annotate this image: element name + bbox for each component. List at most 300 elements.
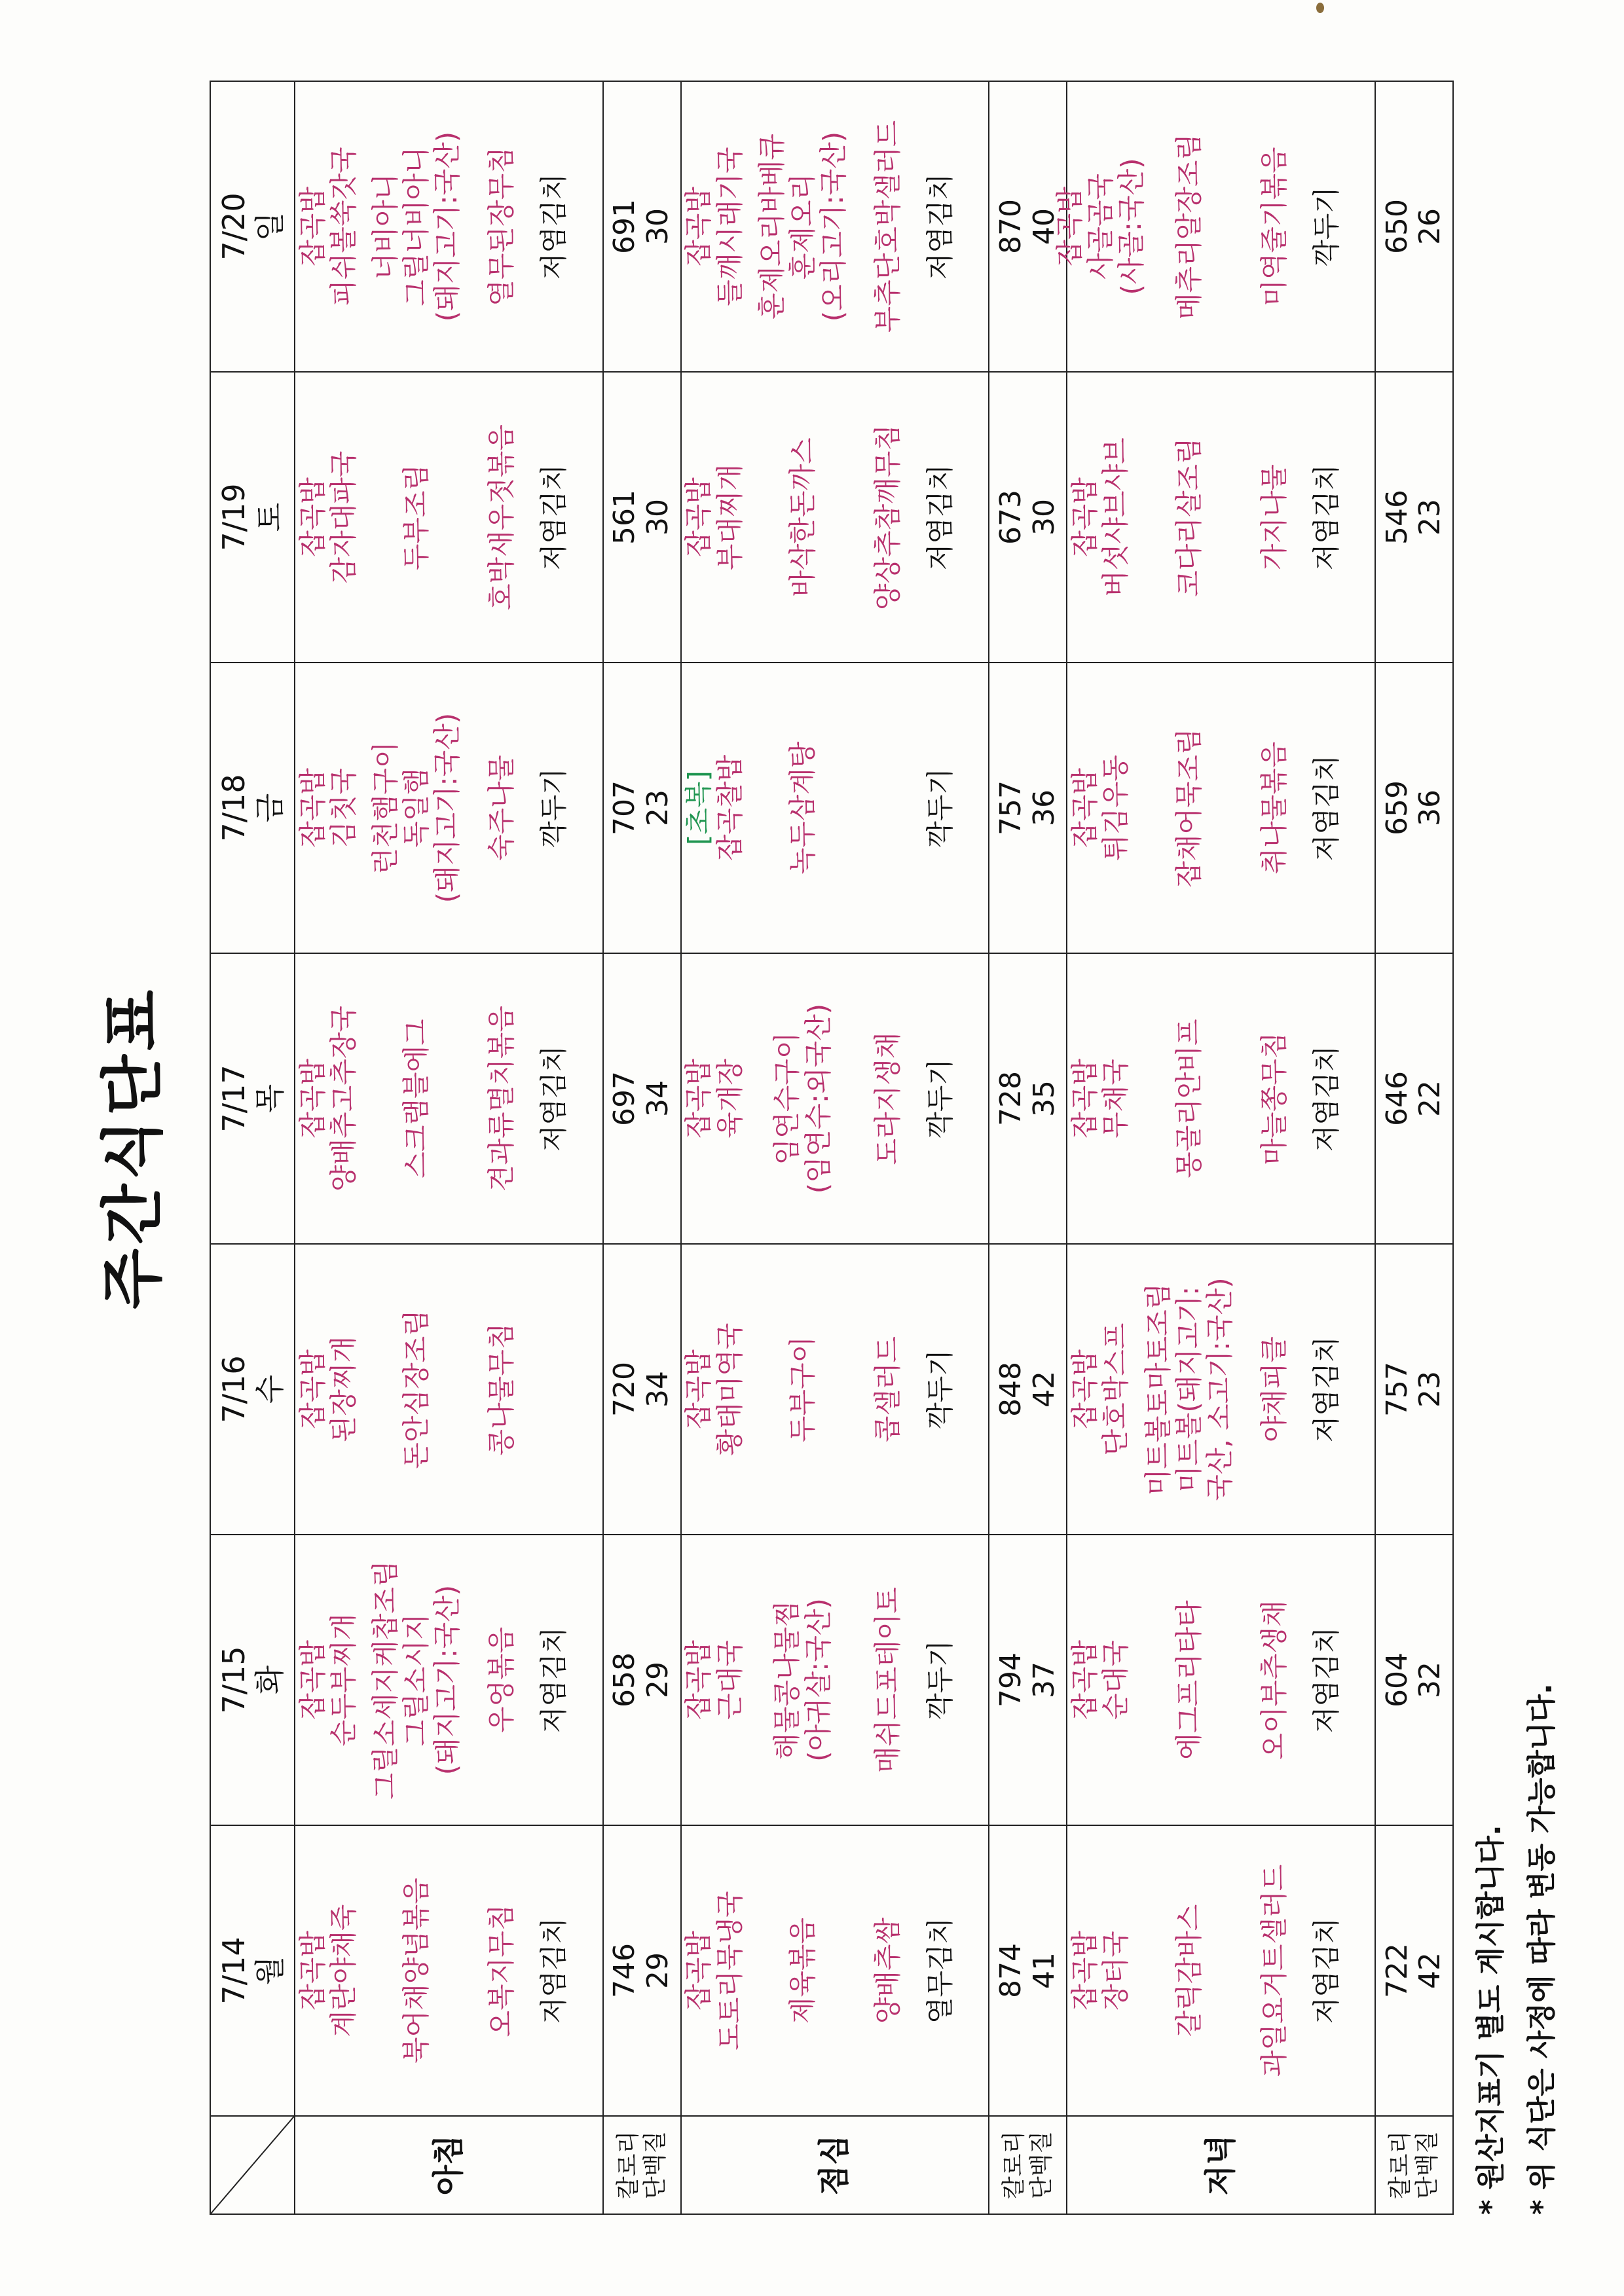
dinner-nutrition-row [1375,81,1453,2214]
main-dishes [295,954,361,1243]
side-dish: 너비아니 [369,173,402,280]
main-dishes [682,373,747,662]
side-dish: 마늘쫑무침 [1257,1032,1290,1165]
kimchi [531,1245,577,1534]
breakfast-nutrition-cell [603,1535,681,1825]
protein-value: 23 [1413,499,1447,536]
rice-dish: 잡곡밥 [296,1931,329,2011]
main-dishes [682,1245,747,1534]
breakfast-menu-cell [295,1825,603,2116]
side-dish: 잡채어묵조림 [1172,728,1205,888]
side-dish: 양상추참깨무침 [871,424,904,611]
lunch-label: 점심 [681,2116,989,2214]
breakfast-label: 아침 [295,2116,603,2214]
main-dishes [1067,373,1133,662]
lunch-menu-cell [681,663,989,953]
main-dishes [295,373,361,662]
side-dish-1 [1133,663,1244,953]
lunch-nutrition-cell [989,1244,1067,1535]
dinner-menu-cell [1067,953,1375,1244]
main-dishes [682,663,747,953]
kimchi [1303,373,1349,662]
menu-list [295,1245,602,1534]
kimchi-dish: 저염김치 [538,464,570,571]
protein-value: 30 [641,208,675,245]
main-dishes [295,82,361,371]
menu-list [295,954,602,1243]
soup-dish: 순대국 [1099,1640,1132,1720]
calorie-value: 691 [608,199,642,254]
menu-list [682,373,989,662]
side-dish-1 [1133,82,1244,371]
side-dish-1 [361,1535,472,1825]
date-label: 7/15 [216,1646,252,1714]
main-dishes [682,1826,747,2115]
dinner-nutrition-cell [1375,372,1453,663]
kimchi-dish: 열무김치 [923,1917,956,2024]
menu-sheet [79,35,1559,2261]
lunch-nutrition-cell [989,1825,1067,2116]
rice-dish: 잡곡밥 [682,1931,715,2011]
calorie-value: 604 [1380,1652,1414,1707]
date-cell [210,663,295,953]
menu-list [1067,1535,1375,1825]
main-dishes [1067,1535,1133,1825]
kimchi [917,82,963,371]
menu-list [1067,1245,1375,1534]
lunch-row [681,81,989,2214]
rice-dish: 잡곡밥 [296,477,329,557]
side-dish-1 [747,1245,858,1534]
side-dish: 견과류멸치볶음 [485,1006,518,1192]
soup-dish: 계란야채죽 [327,1904,360,2037]
dinner-nutrition-cell [1375,1825,1453,2116]
soup-dish: 장터국 [1099,1931,1132,2011]
date-label: 7/20 [216,192,252,261]
dinner-label: 저녁 [1067,2116,1375,2214]
side-dish: 콩나물무침 [485,1322,518,1456]
menu-list [1067,954,1375,1243]
breakfast-menu-cell [295,372,603,663]
protein-value: 30 [641,499,675,536]
soup-dish: 김칫국 [327,768,360,848]
breakfast-menu-cell [295,953,603,1244]
dinner-menu-cell [1067,372,1375,663]
rice-dish: 잡곡밥 [682,1349,715,1429]
kimchi [531,954,577,1243]
soup-dish: 도토리묵냉국 [713,1891,746,2050]
soup-dish: 양배추고추장국 [327,1006,360,1192]
side-dish: 미역줄기볶음 [1257,147,1290,306]
lunch-menu-cell [681,953,989,1244]
kimchi [531,1826,577,2115]
lunch-nutrition-cell [989,663,1067,953]
protein-value: 42 [1027,1371,1061,1408]
nutrition-label: 칼로리 단백질 [603,2116,681,2214]
side-dish: 가지나물 [1257,464,1290,571]
kimchi-dish: 깍두기 [538,768,570,848]
side-dish-2 [858,663,917,953]
kimchi-dish: 저염김치 [1310,1045,1342,1152]
protein-value: 41 [1027,1952,1061,1989]
side-dish: 오이부추생채 [1257,1600,1290,1760]
side-dish: 북어채양념볶음 [400,1878,433,2064]
side-dish-1 [361,82,472,371]
calorie-value: 870 [994,199,1028,254]
date-cell [210,1244,295,1535]
kimchi [917,1826,963,2115]
kimchi [917,1245,963,1534]
kimchi-dish: 저염김치 [1310,1917,1342,2024]
soup-dish: 사골곰국 [1084,173,1116,280]
side-dish: 제육볶음 [786,1917,819,2024]
note-change: * 위 식단은 사정에 따라 변동 가능합니다. [1525,1683,1559,2215]
protein-value: 35 [1027,1080,1061,1117]
side-dish: 임연수구이 [771,1032,803,1165]
weekday-label: 토 [252,502,288,532]
calorie-value: 673 [994,490,1028,545]
side-dish-1 [361,663,472,953]
kimchi [531,373,577,662]
menu-list [1067,663,1375,953]
side-dish: 갈릭감바스 [1172,1904,1205,2037]
soup-dish: 근대국 [713,1640,746,1720]
side-dish-2 [1244,1535,1303,1825]
paper-speck [1316,3,1324,13]
page-title: 주간식단표 [96,986,170,1309]
protein-value: 34 [641,1371,675,1408]
menu-list [682,954,989,1243]
rice-dish: 잡곡밥 [296,187,329,266]
main-dishes [1067,1245,1133,1534]
protein-value: 34 [641,1080,675,1117]
calorie-value: 757 [994,780,1028,835]
side-dish: 훈제오리 [786,173,819,280]
main-dishes [1067,954,1133,1243]
menu-list [1067,1826,1375,2115]
dinner-menu-cell [1067,663,1375,953]
side-dish-1 [361,373,472,662]
side-dish: 과일요거트샐러드 [1257,1864,1290,2077]
rice-dish: 잡곡찰밥 [713,754,746,862]
soup-dish: 튀김우동 [1099,754,1132,862]
side-dish-2 [472,954,531,1243]
kimchi-dish: 저염김치 [1310,754,1342,862]
main-dishes [682,1535,747,1825]
soup-dish: 버섯샤브샤브 [1099,437,1132,597]
protein-value: 30 [1027,499,1061,536]
kimchi-dish: 저염김치 [1310,1336,1342,1443]
side-dish-2 [858,954,917,1243]
day-tag: [초복] [682,771,715,845]
side-dish: 두부조림 [400,464,433,571]
menu-list [295,373,602,662]
dinner-menu-cell [1067,1535,1375,1825]
menu-list [682,1826,989,2115]
side-dish: (돼지고기:국산) [431,712,464,903]
kimchi [1303,1826,1349,2115]
side-dish: 바삭한돈까스 [786,437,819,597]
side-dish: 오복지무침 [485,1904,518,2037]
weekday-label: 화 [252,1665,288,1695]
date-label: 7/16 [216,1355,252,1423]
side-dish: (아귀살:국산) [802,1598,834,1762]
kimchi-dish: 저염김치 [538,1626,570,1734]
calorie-value: 794 [994,1652,1028,1707]
side-dish: 우엉볶음 [485,1626,518,1734]
kimchi [531,82,577,371]
rice-dish: 잡곡밥 [296,1059,329,1139]
protein-value: 29 [641,1952,675,1989]
kimchi-dish: 깍두기 [923,1059,956,1139]
main-dishes [1067,1826,1133,2115]
lunch-menu-cell [681,372,989,663]
side-dish-2 [1244,1826,1303,2115]
kimchi [1303,954,1349,1243]
side-dish: 호박새우젓볶음 [485,424,518,611]
rice-dish: 잡곡밥 [1069,1349,1101,1429]
kimchi [1303,1245,1349,1534]
breakfast-nutrition-cell [603,81,681,372]
side-dish-1 [747,663,858,953]
side-dish-2 [858,1826,917,2115]
side-dish-2 [472,373,531,662]
dinner-row [1067,81,1375,2214]
calorie-value: 720 [608,1362,642,1417]
kimchi-dish: 저염김치 [1310,1626,1342,1734]
soup-dish: 단호박스프 [1099,1322,1132,1456]
kimchi-dish: 저염김치 [1310,464,1342,571]
calorie-value: 650 [1380,199,1414,254]
side-dish: 그릴소세지케찹조림 [369,1560,402,1800]
side-dish-2 [472,82,531,371]
dinner-menu-cell [1067,1244,1375,1535]
weekday-label: 월 [252,1956,288,1986]
protein-value: 23 [641,790,675,826]
breakfast-nutrition-cell [603,663,681,953]
side-dish-1 [1133,1826,1244,2115]
side-dish: (돼지고기:국산) [431,1584,464,1776]
side-dish: 국산, 소고기:국산) [1203,1277,1236,1501]
side-dish: 미트볼(돼지고기: [1172,1286,1205,1493]
rice-dish: 잡곡밥 [682,477,715,557]
side-dish-2 [472,1245,531,1534]
side-dish-1 [1133,1245,1244,1534]
soup-dish: 육개장 [713,1059,746,1139]
protein-value: 32 [1413,1662,1447,1698]
soup-dish: 순두부찌개 [327,1613,360,1747]
main-dishes [1053,82,1147,371]
kimchi-dish: 저염김치 [538,173,570,280]
side-dish-2 [472,663,531,953]
kimchi-dish: 깍두기 [1310,187,1342,266]
kimchi [531,1535,577,1825]
protein-value: 36 [1027,790,1061,826]
kimchi-dish: 저염김치 [923,173,956,280]
breakfast-menu-cell [295,1535,603,1825]
side-dish: 매쉬드포테이토 [871,1587,904,1774]
kimchi [917,954,963,1243]
menu-list [1067,373,1375,662]
kimchi-dish: 깍두기 [923,1349,956,1429]
side-dish-2 [1244,373,1303,662]
menu-list [1053,82,1375,371]
nutrition-label: 칼로리 단백질 [1375,2116,1453,2214]
side-dish: (돼지고기:국산) [431,131,464,322]
side-dish: 독일햄 [400,768,433,848]
side-dish-1 [361,1245,472,1534]
calorie-value: 728 [994,1071,1028,1126]
menu-list [682,663,989,953]
rice-dish: 잡곡밥 [1069,768,1101,848]
main-dishes [1067,663,1133,953]
main-dishes [295,1245,361,1534]
side-dish: 녹두삼계탕 [786,741,819,875]
main-dishes [682,954,747,1243]
side-dish: 코다리살조림 [1172,437,1205,597]
kimchi-dish: 깍두기 [923,1640,956,1720]
calorie-value: 697 [608,1071,642,1126]
lunch-nutrition-cell [989,1535,1067,1825]
kimchi [917,1535,963,1825]
side-dish: 해물콩나물찜 [771,1600,803,1760]
weekday-label: 수 [252,1374,288,1404]
side-dish-2 [1244,663,1303,953]
side-dish: 콥샐러드 [871,1336,904,1443]
menu-list [295,82,602,371]
main-dishes [295,1826,361,2115]
date-cell [210,1535,295,1825]
rice-dish: 잡곡밥 [1069,1931,1101,2011]
side-dish-2 [858,82,917,371]
side-dish: 열무된장무침 [485,147,518,306]
breakfast-menu-cell [295,81,603,372]
side-dish: 미트볼토마토조림 [1141,1283,1174,1496]
calorie-value: 658 [608,1652,642,1707]
dinner-menu-cell [1067,1825,1375,2116]
soup-dish: 들깨시래기국 [713,147,746,306]
date-label: 7/17 [216,1065,252,1133]
header-row [210,81,295,2214]
protein-value: 40 [1027,208,1061,245]
corner-cell [210,2116,295,2214]
note-origin: * 원산지표기 별도 게시합니다. [1474,1825,1507,2215]
soup-origin-note: (사골:국산) [1115,158,1147,295]
date-cell [210,953,295,1244]
side-dish: 두부구이 [786,1336,819,1443]
side-dish-1 [747,82,858,371]
breakfast-nutrition-cell [603,1825,681,2116]
kimchi-dish: 저염김치 [538,1045,570,1152]
protein-value: 29 [641,1662,675,1698]
protein-value: 26 [1413,208,1447,245]
side-dish: 숙주나물 [485,754,518,862]
side-dish-2 [472,1826,531,2115]
side-dish-2 [1244,1245,1303,1534]
menu-list [682,1535,989,1825]
calorie-value: 757 [1380,1362,1414,1417]
dinner-nutrition-cell [1375,81,1453,372]
kimchi [1303,1535,1349,1825]
dinner-nutrition-cell [1375,1244,1453,1535]
lunch-nutrition-cell [989,372,1067,663]
dinner-nutrition-cell [1375,1535,1453,1825]
side-dish: 스크램블에그 [400,1019,433,1178]
side-dish-2 [1244,954,1303,1243]
date-cell [210,1825,295,2116]
calorie-value: 746 [608,1943,642,1998]
rice-dish: 잡곡밥 [1069,477,1101,557]
soup-dish: 된장찌개 [327,1336,360,1443]
kimchi-dish: 저염김치 [923,464,956,571]
rice-dish: 잡곡밥 [296,1349,329,1429]
side-dish: 몽골리안비프 [1172,1019,1205,1178]
rice-dish: 잡곡밥 [296,768,329,848]
side-dish: 메추리알장조림 [1172,134,1205,320]
side-dish: 런천햄구이 [369,741,402,875]
kimchi [1303,82,1349,371]
breakfast-nutrition-row [603,81,681,2214]
weekday-label: 일 [252,211,288,242]
calorie-value: 546 [1380,490,1414,545]
side-dish-1 [1133,954,1244,1243]
breakfast-nutrition-cell [603,372,681,663]
menu-list [295,1826,602,2115]
rice-dish: 잡곡밥 [1053,187,1086,266]
side-dish: 야채피클 [1257,1336,1290,1443]
date-label: 7/14 [216,1937,252,2005]
kimchi-dish: 깍두기 [923,768,956,848]
weekday-label: 금 [252,793,288,823]
side-dish: 그릴소시지 [400,1613,433,1747]
lunch-menu-cell [681,1825,989,2116]
rice-dish: 잡곡밥 [682,1640,715,1720]
notes [1467,81,1569,2215]
side-dish-1 [361,954,472,1243]
dinner-nutrition-cell [1375,953,1453,1244]
side-dish-2 [858,373,917,662]
side-dish: 에그프리타타 [1172,1600,1205,1760]
calorie-value: 848 [994,1362,1028,1417]
side-dish: 도라지생채 [871,1032,904,1165]
calorie-value: 561 [608,490,642,545]
menu-list [295,1535,602,1825]
date-label: 7/18 [216,774,252,842]
calorie-value: 646 [1380,1071,1414,1126]
rice-dish: 잡곡밥 [1069,1059,1101,1139]
dinner-menu-cell [1053,81,1375,372]
nutrition-label: 칼로리 단백질 [989,2116,1067,2214]
menu-list [295,663,602,953]
soup-dish: 피쉬볼쑥갓국 [327,147,360,306]
side-dish: 그릴너비아니 [400,147,433,306]
dinner-nutrition-cell [1375,663,1453,953]
protein-value: 37 [1027,1662,1061,1698]
protein-value: 22 [1413,1080,1447,1117]
menu-list [682,82,989,371]
side-dish: 취나물볶음 [1257,741,1290,875]
side-dish-2 [1244,82,1303,371]
lunch-menu-cell [681,81,989,372]
side-dish: (임연수:외국산) [802,1003,834,1194]
rice-dish: 잡곡밥 [682,187,715,266]
date-cell [210,372,295,663]
breakfast-nutrition-cell [603,953,681,1244]
menu-list [682,1245,989,1534]
breakfast-menu-cell [295,663,603,953]
side-dish-2 [472,1535,531,1825]
side-dish-1 [747,373,858,662]
